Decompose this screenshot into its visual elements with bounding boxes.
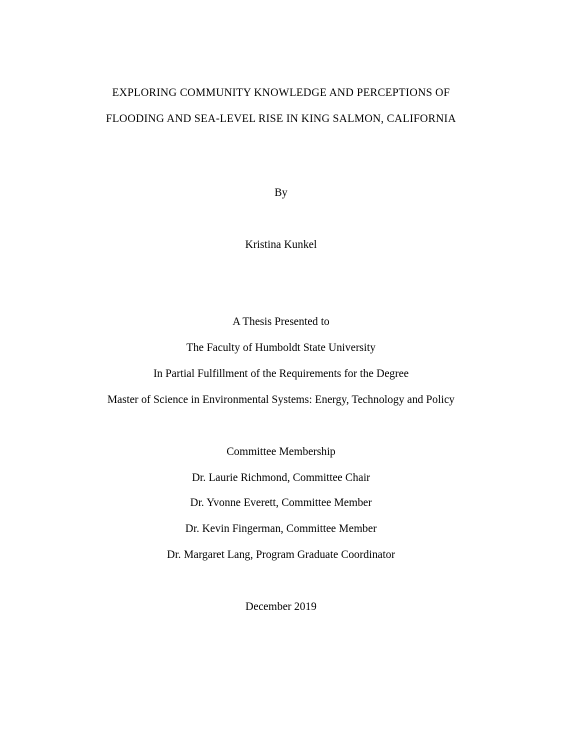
committee-member: Dr. Kevin Fingerman, Committee Member — [185, 523, 377, 535]
submission-date: December 2019 — [245, 601, 317, 613]
degree-name: Master of Science in Environmental Systems: Energy, Technology and Policy — [107, 394, 455, 406]
author-name: Kristina Kunkel — [245, 239, 317, 251]
committee-member: Dr. Laurie Richmond, Committee Chair — [191, 472, 371, 484]
committee-member: Dr. Margaret Lang, Program Graduate Coordinator — [166, 549, 396, 561]
presentation-line-1: A Thesis Presented to — [232, 316, 330, 328]
byline: By — [274, 187, 288, 199]
thesis-title-line-1: EXPLORING COMMUNITY KNOWLEDGE AND PERCEPTIONS OF — [112, 87, 450, 99]
thesis-title-line-2: FLOODING AND SEA-LEVEL RISE IN KING SALMON, CALIFORNIA — [105, 113, 457, 125]
committee-member: Dr. Yvonne Everett, Committee Member — [190, 497, 372, 509]
committee-heading: Committee Membership — [226, 446, 336, 458]
presentation-line-3: In Partial Fulfillment of the Requirements for the Degree — [153, 368, 409, 380]
presentation-line-2: The Faculty of Humboldt State University — [186, 342, 376, 354]
